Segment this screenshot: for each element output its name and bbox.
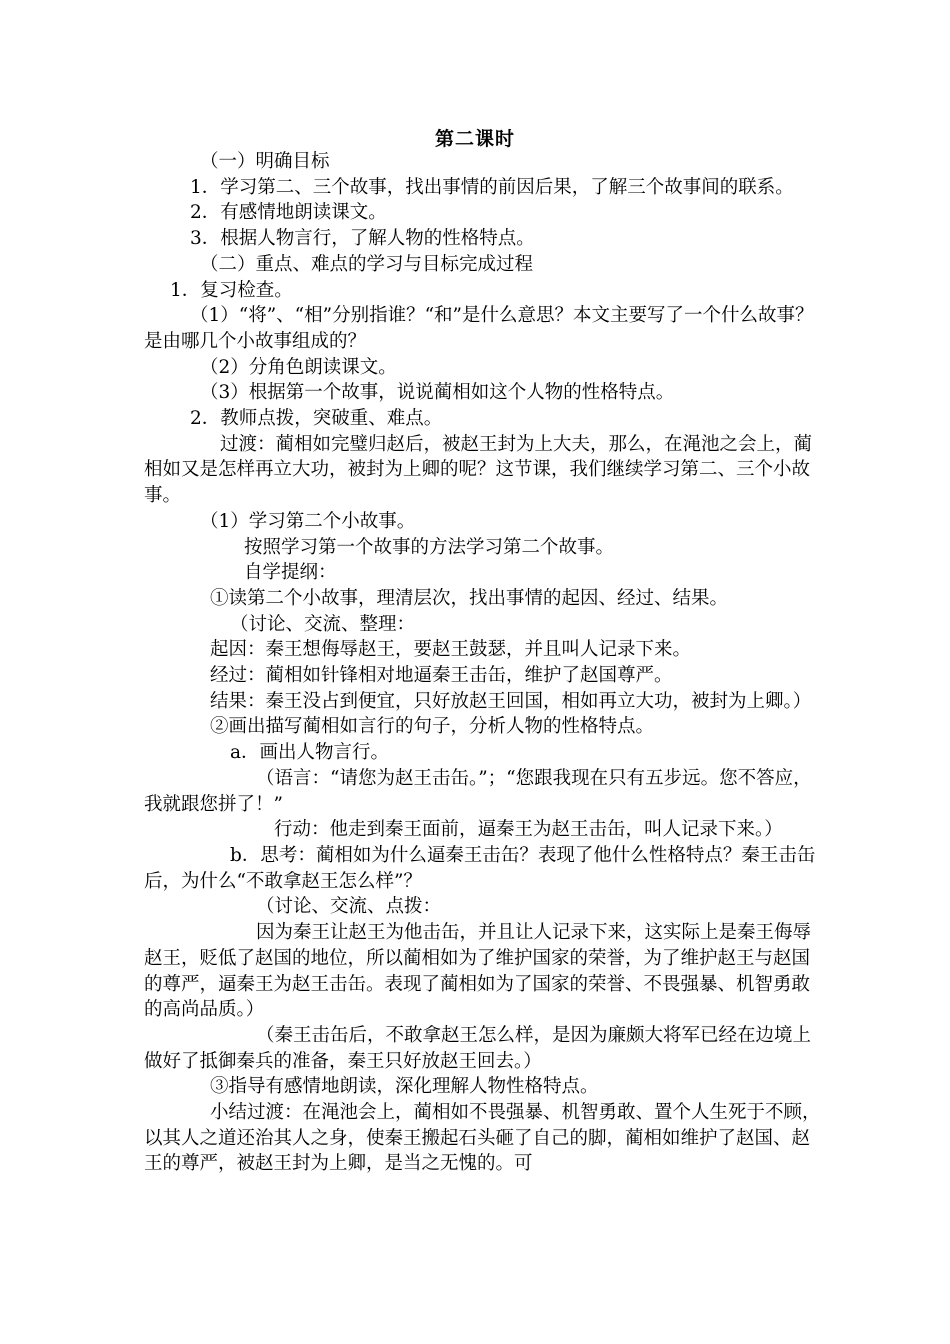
paragraph: （1）学习第二个小故事。 [200, 510, 416, 532]
paragraph: 因为秦王让赵王为他击缶，并且让人记录下来，这实际上是秦王侮辱赵王，贬低了赵国的地位，所以蔺相如为了维护国家的荣誉，为了维护赵王与赵国的尊严，逼秦王为赵王击缶。表现了蔺相如为了国家的荣誉、不畏强暴、机智勇敢的高尚品质。） [144, 922, 812, 1021]
paragraph: （讨论、交流、整理： [230, 613, 416, 635]
paragraph: （二）重点、难点的学习与目标完成过程 [200, 253, 534, 275]
paragraph: 结果：秦王没占到便宜，只好放赵王回国，相如再立大功，被封为上卿。） [210, 690, 812, 712]
paragraph: 3．根据人物言行，了解人物的性格特点。 [190, 228, 535, 250]
page-title: 第二课时 [434, 128, 515, 150]
paragraph: 自学提纲： [244, 562, 337, 584]
paragraph: 小结过渡：在渑池会上，蔺相如不畏强暴、机智勇敢、置个人生死于不顾，以其人之道还治其人之身，使秦王搬起石头砸了自己的脚，蔺相如维护了赵国、赵王的尊严，被赵王封为上卿，是当之无愧的。可 [144, 1102, 821, 1175]
paragraph: ③指导有感情地朗读，深化理解人物性格特点。 [210, 1076, 599, 1098]
paragraph: 起因：秦王想侮辱赵王，要赵王鼓瑟，并且叫人记录下来。 [210, 639, 692, 661]
paragraph: 过渡：蔺相如完璧归赵后，被赵王封为上大夫，那么，在渑池之会上，蔺相如又是怎样再立大功，被封为上卿的呢？这节课，我们继续学习第二、三个小故事。 [144, 433, 813, 507]
paragraph: （语言：“请您为赵王击缶。”；“您跟我现在只有五步远。您不答应，我就跟您拼了！” [144, 767, 812, 815]
paragraph: ②画出描写蔺相如言行的句子，分析人物的性格特点。 [210, 716, 655, 738]
paragraph: （讨论、交流、点拨： [256, 896, 442, 918]
paragraph: 2．教师点拨，突破重、难点。 [190, 408, 443, 430]
paragraph: 经过：蔺相如针锋相对地逼秦王击缶，维护了赵国尊严。 [210, 665, 673, 687]
document-body [144, 149, 824, 1177]
paragraph: 1．复习检查。 [170, 279, 293, 301]
paragraph: 按照学习第一个故事的方法学习第二个故事。 [244, 536, 615, 558]
paragraph: a．画出人物言行。 [230, 742, 390, 764]
paragraph: （2）分角色朗读课文。 [200, 356, 397, 378]
paragraph: （3）根据第一个故事，说说蔺相如这个人物的性格特点。 [200, 382, 675, 404]
paragraph: （秦王击缶后，不敢拿赵王怎么样，是因为廉颇大将军已经在边境上做好了抵御秦兵的准备，秦王只好放赵王回去。） [144, 1024, 812, 1072]
paragraph: （一）明确目标 [200, 151, 330, 172]
paragraph: 行动：他走到秦王面前，逼秦王为赵王击缶，叫人记录下来。） [274, 819, 783, 841]
paragraph: ①读第二个小故事，理清层次，找出事情的起因、经过、结果。 [210, 587, 729, 609]
paragraph: （1）“将”、“相”分别指谁？“和”是什么意思？本文主要写了一个什么故事？是由哪几个小故事组成的？ [144, 305, 814, 352]
paragraph: b．思考：蔺相如为什么逼秦王击缶？表现了他什么性格特点？秦王击缶后，为什么“不敢拿赵王怎么样”？ [144, 844, 816, 892]
paragraph: 2．有感情地朗读课文。 [190, 202, 387, 224]
paragraph: 1．学习第二、三个故事，找出事情的前因后果，了解三个故事间的联系。 [190, 176, 794, 198]
